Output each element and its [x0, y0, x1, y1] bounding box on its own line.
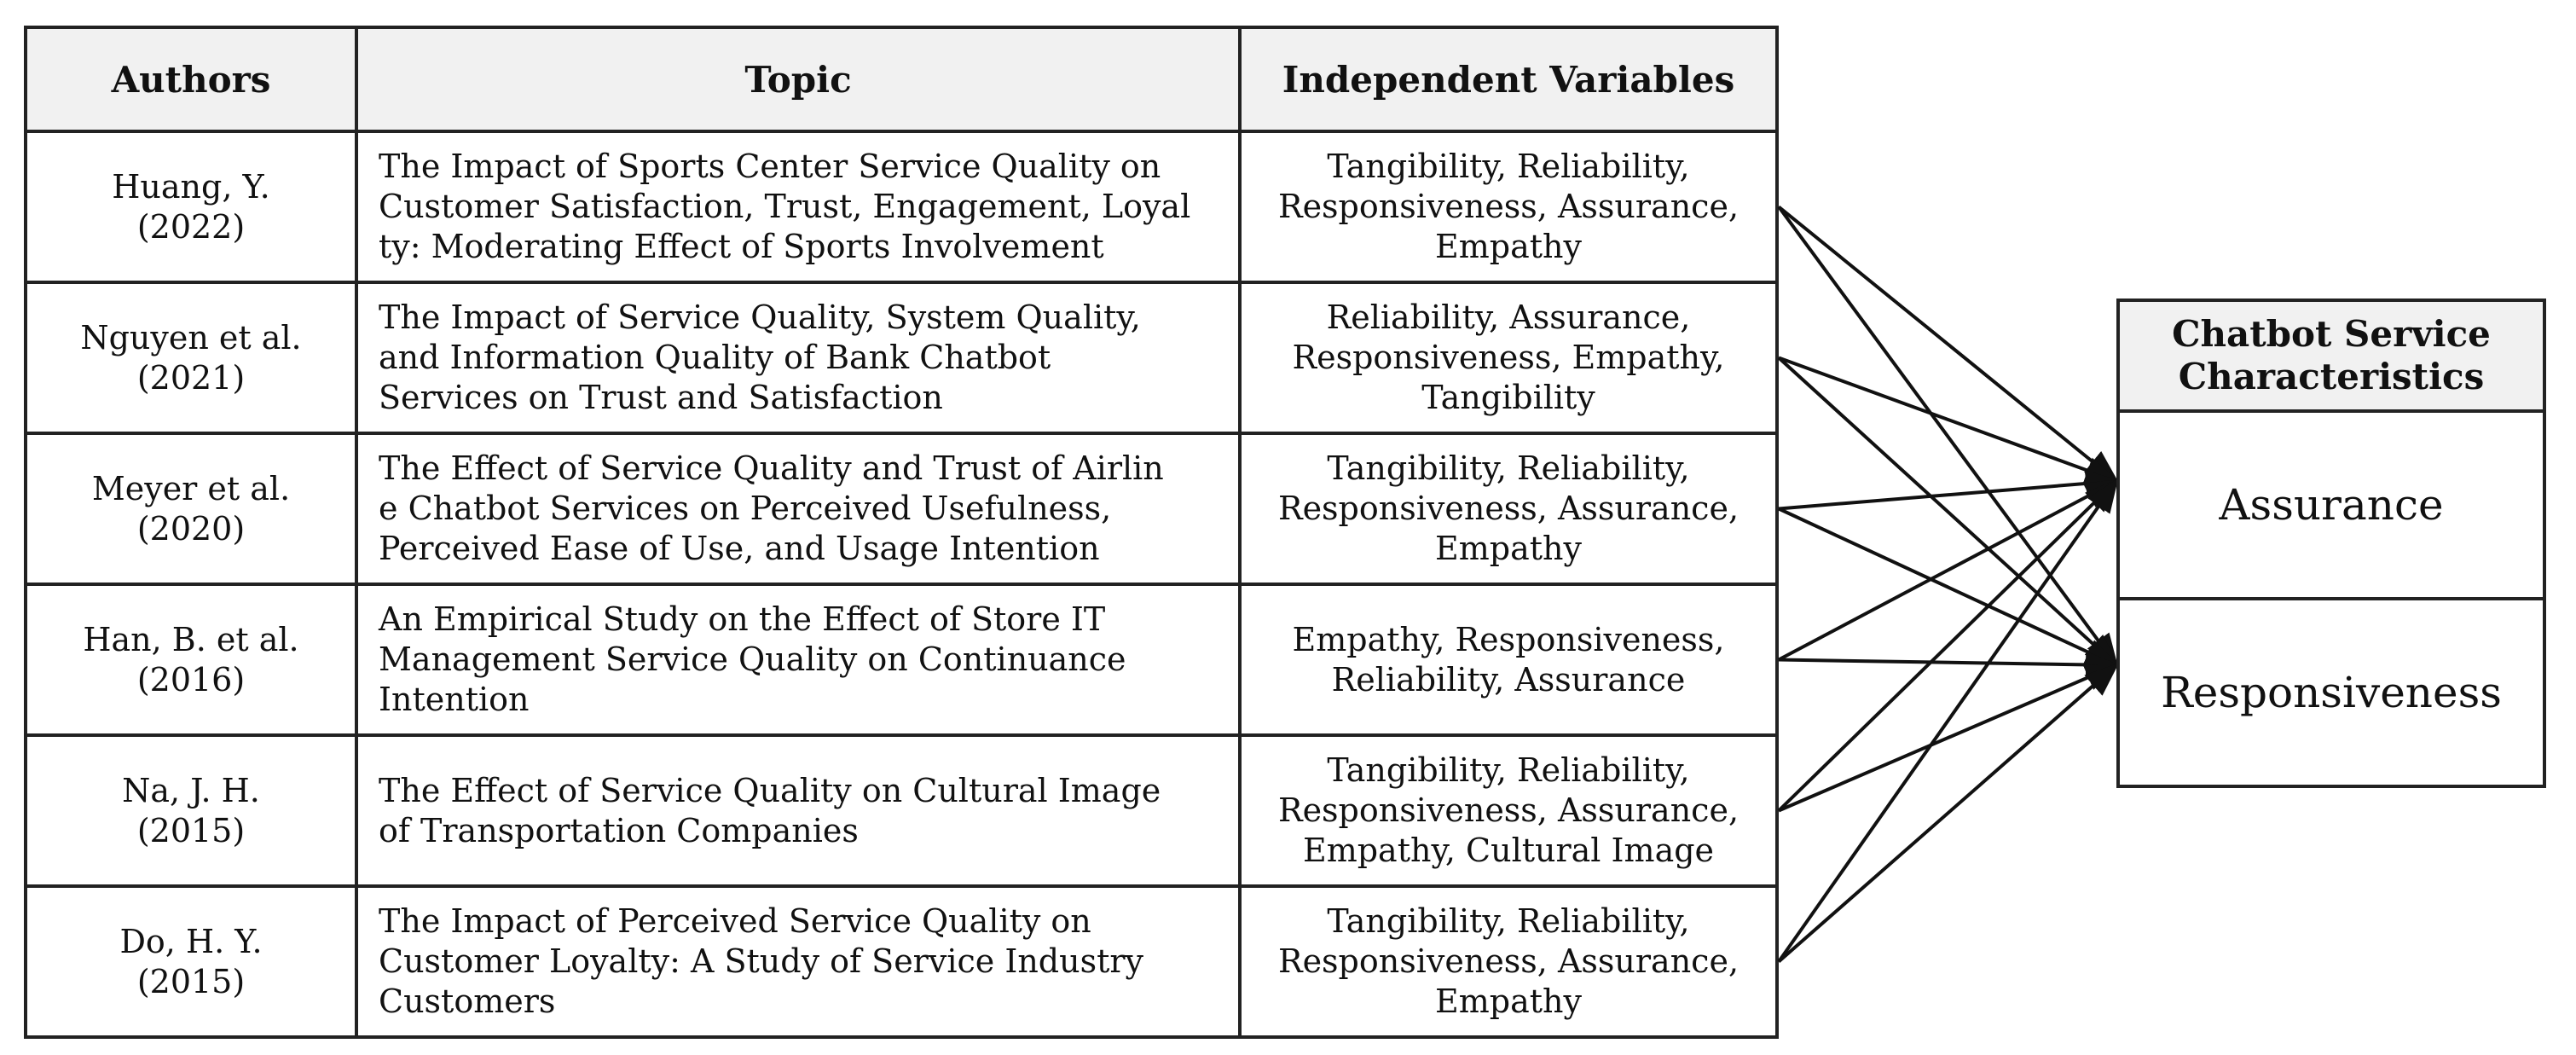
author-name: Meyer et al.: [91, 469, 291, 507]
variables-line: Reliability, Assurance: [1331, 660, 1686, 699]
variables-line: Tangibility, Reliability,: [1327, 148, 1690, 185]
author-year: (2015): [136, 811, 246, 849]
variables-line: Empathy, Cultural Image: [1302, 832, 1715, 869]
connection-arrow: [1779, 358, 2116, 666]
topic-line: Intention: [379, 681, 530, 718]
topic-line: ty: Moderating Effect of Sports Involvement: [379, 228, 1104, 265]
connection-arrow: [1779, 481, 2116, 509]
variables-line: Empathy: [1435, 228, 1582, 265]
author-name: Nguyen et al.: [80, 318, 302, 356]
topic-line: The Impact of Sports Center Service Quality on: [379, 148, 1161, 185]
header-independent-variables: Independent Variables: [1240, 27, 1777, 131]
author-name: Han, B. et al.: [83, 620, 299, 658]
connection-arrow: [1779, 207, 2116, 482]
variables-line: Tangibility, Reliability,: [1327, 751, 1690, 789]
author-year: (2015): [136, 962, 246, 1000]
author-year: (2020): [136, 509, 246, 548]
characteristic-responsiveness: Responsiveness: [2120, 597, 2543, 785]
connection-arrow: [1779, 358, 2116, 482]
header-topic: Topic: [356, 27, 1240, 131]
chatbot-service-characteristics-box: [2116, 299, 2546, 788]
header-authors: Authors: [26, 27, 356, 131]
author-name: Do, H. Y.: [119, 922, 263, 960]
topic-line: e Chatbot Services on Perceived Usefulness,: [379, 490, 1112, 527]
topic-line: Perceived Ease of Use, and Usage Intention: [379, 530, 1100, 567]
topic-line: The Impact of Service Quality, System Quality,: [379, 299, 1141, 336]
variables-line: Empathy: [1435, 530, 1582, 567]
author-name: Na, J. H.: [122, 771, 260, 809]
topic-line: Services on Trust and Satisfaction: [379, 379, 943, 416]
author-year: (2016): [136, 660, 246, 699]
connection-arrow: [1779, 665, 2116, 962]
connection-arrow: [1779, 481, 2116, 660]
topic-line: The Effect of Service Quality and Trust of Airlin: [379, 449, 1164, 487]
variables-line: Tangibility, Reliability,: [1327, 449, 1690, 487]
author-year: (2021): [136, 358, 246, 397]
topic-line: The Impact of Perceived Service Quality on: [379, 902, 1091, 940]
variables-line: Empathy: [1435, 983, 1582, 1020]
topic-line: of Transportation Companies: [379, 811, 859, 849]
connection-arrow: [1779, 660, 2116, 666]
variables-line: Reliability, Assurance,: [1326, 299, 1691, 336]
variables-line: Responsiveness, Assurance,: [1277, 942, 1740, 980]
characteristics-title-line: Characteristics: [2178, 356, 2485, 397]
topic-line: Customer Loyalty: A Study of Service Industry: [379, 942, 1144, 980]
connection-arrow: [1779, 481, 2116, 962]
variables-line: Responsiveness, Assurance,: [1277, 791, 1740, 829]
characteristic-assurance: Assurance: [2219, 480, 2444, 530]
variables-line: Tangibility: [1421, 379, 1595, 416]
characteristics-title-line: Chatbot Service: [2172, 313, 2491, 355]
topic-line: Management Service Quality on Continuance: [379, 641, 1126, 678]
topic-line: Customers: [379, 983, 556, 1020]
topic-line: An Empirical Study on the Effect of Store IT: [379, 600, 1106, 638]
connection-arrow: [1779, 207, 2116, 666]
connection-arrow: [1779, 665, 2116, 811]
variables-line: Tangibility, Reliability,: [1327, 902, 1690, 940]
variables-line: Responsiveness, Assurance,: [1277, 188, 1740, 225]
variables-line: Empathy, Responsiveness,: [1292, 620, 1725, 658]
author-year: (2022): [136, 207, 246, 246]
author-name: Huang, Y.: [112, 167, 270, 206]
variables-line: Responsiveness, Empathy,: [1292, 339, 1725, 376]
characteristics-header: [2120, 302, 2543, 413]
topic-line: The Effect of Service Quality on Cultural Image: [379, 771, 1161, 809]
variables-line: Responsiveness, Assurance,: [1277, 490, 1740, 527]
topic-line: Customer Satisfaction, Trust, Engagement, Loyal: [379, 188, 1191, 225]
topic-line: and Information Quality of Bank Chatbot: [379, 339, 1051, 376]
